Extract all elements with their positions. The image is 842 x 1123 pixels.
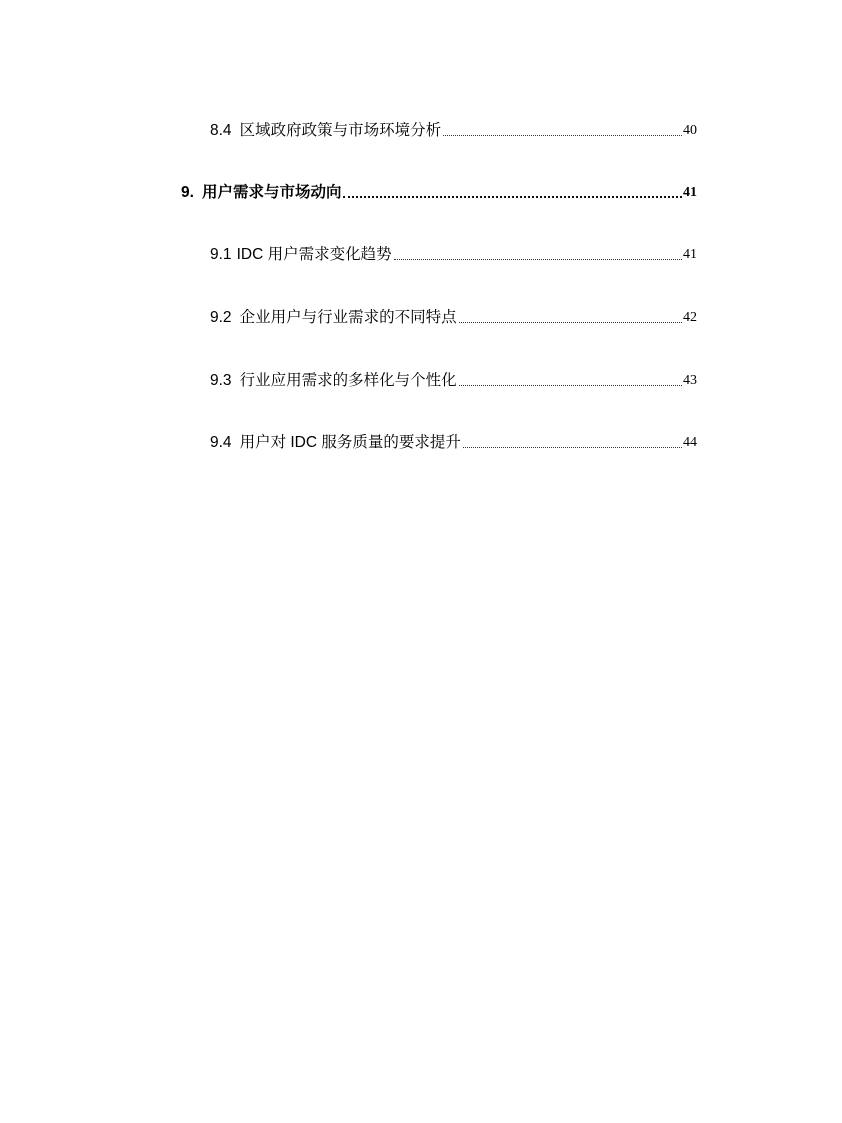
- toc-entry-number: 9.1: [210, 246, 232, 263]
- toc-entry-number: 8.4: [210, 122, 232, 139]
- dot-leader: [343, 194, 682, 198]
- toc-entry-page-number: 41: [683, 185, 697, 200]
- toc-entry-8-4[interactable]: [210, 118, 697, 140]
- toc-entry-9-2[interactable]: [210, 305, 697, 327]
- toc-entry-page-number: 41: [683, 247, 697, 262]
- toc-entry-number: 9.2: [210, 309, 232, 326]
- toc-entry-9[interactable]: [181, 180, 697, 202]
- toc-entry-number: 9.3: [210, 372, 232, 389]
- dot-leader: [394, 257, 682, 260]
- toc-entry-page-number: 40: [683, 123, 697, 138]
- toc-entry-page-number: 44: [683, 435, 697, 450]
- toc-entry-page-number: 42: [683, 310, 697, 325]
- dot-leader: [459, 383, 682, 386]
- toc-entry-title: 用户对 IDC 服务质量的要求提升: [239, 434, 461, 451]
- toc-entry-9-3[interactable]: [210, 368, 697, 390]
- toc-entry-page-number: 43: [683, 373, 697, 388]
- toc-entry-9-1[interactable]: [210, 242, 697, 264]
- toc-entry-number: 9.: [181, 184, 194, 201]
- toc-entry-title: 区域政府政策与市场环境分析: [239, 122, 442, 139]
- toc-entry-title: 行业应用需求的多样化与个性化: [239, 372, 457, 389]
- dot-leader: [463, 445, 682, 448]
- toc-entry-9-4[interactable]: [210, 430, 697, 452]
- toc-entry-title: IDC 用户需求变化趋势: [236, 246, 392, 263]
- dot-leader: [459, 320, 682, 323]
- toc-entry-number: 9.4: [210, 434, 232, 451]
- toc-entry-title: 企业用户与行业需求的不同特点: [239, 309, 457, 326]
- dot-leader: [443, 133, 682, 136]
- toc-entry-title: 用户需求与市场动向: [201, 184, 342, 201]
